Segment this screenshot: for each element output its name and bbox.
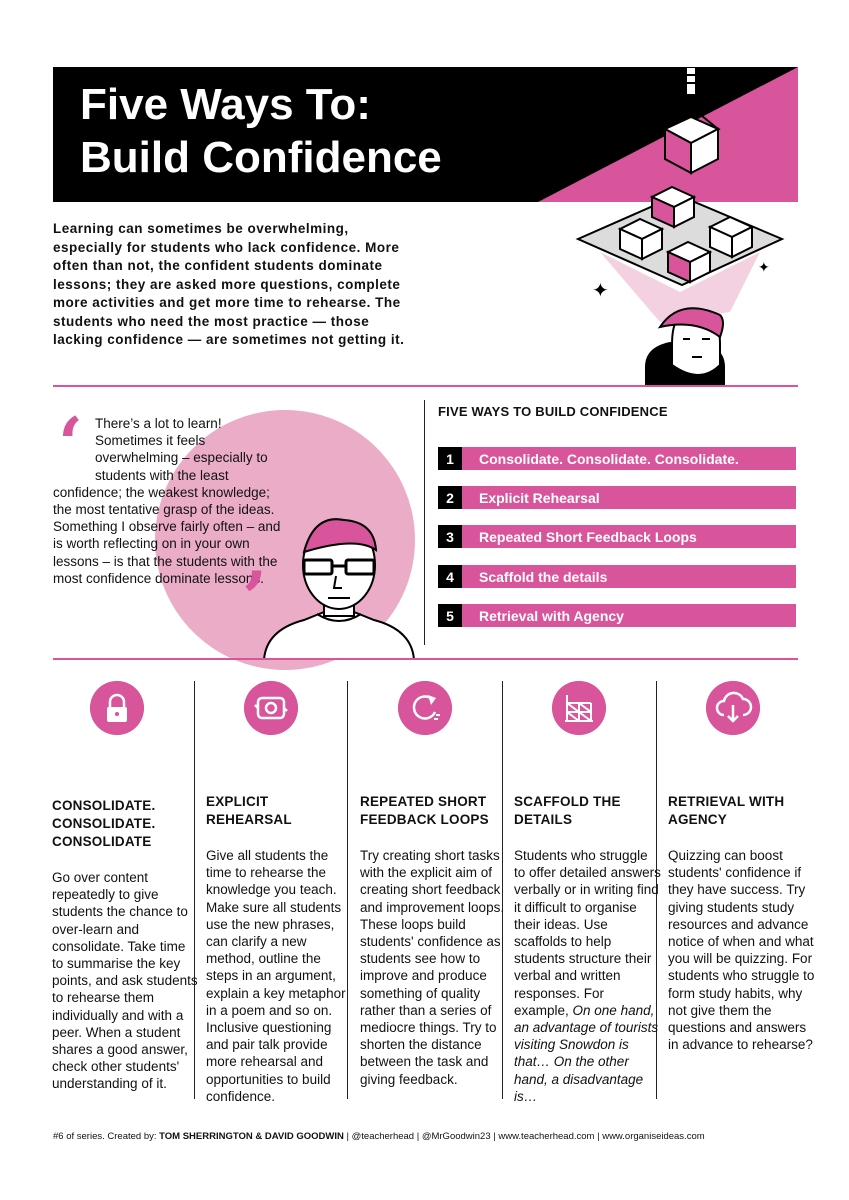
column-body-text: Students who struggle to offer detailed answers verbally or in writing find it difficult to organise their ideas. Use scaffolds to help students structure their verbal and written responses. For example, — [514, 848, 661, 1018]
footer-authors: TOM SHERRINGTON & DAVID GOODWIN — [159, 1131, 344, 1142]
way-item-2 — [438, 486, 796, 509]
way-item-4 — [438, 565, 796, 588]
svg-text:✦: ✦ — [592, 280, 609, 302]
svg-text:✦: ✦ — [758, 259, 770, 275]
column-body: Give all students the time to rehearse the knowledge you teach. Make sure all students use the new phrases, can clarify a new method, outline the steps in an argument, explain a key metaphor in a poem and so on. Inclusive questioning and pair talk provide more rehearsal and opportunities to build confidence. — [206, 848, 346, 1104]
vertical-divider — [424, 400, 425, 645]
way-number: 4 — [438, 565, 462, 588]
column-title: REPEATED SHORT FEEDBACK LOOPS — [360, 794, 489, 827]
footer-credits — [53, 1131, 705, 1142]
intro-paragraph: Learning can sometimes be overwhelming, especially for students who lack confidence. More often than not, the confident students dominate lessons; they are asked more questions, complete more activities and get more time to rehearse. The students who need the most practice — those lacking confidence — are sometimes not getting it. — [53, 221, 405, 347]
close-quote-mark: ’ — [242, 555, 268, 640]
list-heading: FIVE WAYS TO BUILD CONFIDENCE — [438, 404, 668, 419]
lock-icon — [90, 681, 144, 735]
way-number: 5 — [438, 604, 462, 627]
open-quote-mark: ‘ — [58, 401, 84, 486]
scaffold-icon — [552, 681, 606, 735]
way-item-5 — [438, 604, 796, 627]
way-label: Retrieval with Agency — [479, 607, 624, 624]
footer-series: #6 of series. Created by: — [53, 1131, 160, 1142]
author-portrait — [262, 510, 417, 660]
column-title: EXPLICIT REHEARSAL — [206, 794, 292, 827]
section-divider-bottom — [53, 658, 798, 660]
column-retrieval — [668, 681, 816, 1053]
column-body: Go over content repeatedly to give students the chance to over-learn and consolidate. Take time to summarise the key points, and ask students to rehearse them individually and with a peer. When a student shares a good answer, check other students' understanding of it. — [52, 870, 198, 1092]
column-body: Quizzing can boost students' confidence if they have success. Try giving students study resources and advance notice of when and what you will be quizzing. For students who struggle to form study habits, why not give them the questions and answers in advance to rehearse? — [668, 848, 815, 1053]
column-title: RETRIEVAL WITH AGENCY — [668, 794, 785, 827]
title-line-2: Build Confidence — [80, 133, 442, 182]
way-number: 1 — [438, 447, 462, 470]
column-body-example: On one hand, an advantage of tourists visiting Snowdon is that… On the other hand, a disadvantage is… — [514, 1002, 659, 1104]
crane-boxes-student-illustration — [560, 67, 800, 387]
column-feedback-loops — [360, 681, 508, 1088]
cloud-download-icon — [706, 681, 760, 735]
way-label: Scaffold the details — [479, 568, 608, 585]
column-scaffold — [514, 681, 662, 1105]
footer-links: | @teacherhead | @MrGoodwin23 | www.teacherhead.com | www.organiseideas.com — [343, 1131, 705, 1142]
way-number: 3 — [438, 525, 462, 548]
column-body: Try creating short tasks with the explicit aim of creating short feedback and improvement loops. These loops build students' confidence as students see how to improve and produce something of quality rather than a series of mediocre things. Try to shorten the distance between the task and giving feedback. — [360, 848, 505, 1087]
quote-text: There’s a lot to learn! Sometimes it feels overwhelming – especially to students with the least confidence; the weakest knowledge; the most tentative grasp of the ideas. Something I observe fairly often – and is worth reflecting on in your own lessons – is that the students with the most confidence dominate lessons. — [53, 416, 281, 586]
column-body — [514, 847, 662, 1105]
column-explicit-rehearsal — [206, 681, 354, 1105]
way-label: Explicit Rehearsal — [479, 489, 600, 506]
way-item-3 — [438, 525, 796, 548]
way-number: 2 — [438, 486, 462, 509]
column-title: SCAFFOLD THE DETAILS — [514, 794, 621, 827]
way-item-1 — [438, 447, 796, 470]
loop-arrow-icon — [398, 681, 452, 735]
title-line-1: Five Ways To: — [80, 80, 371, 129]
way-label: Consolidate. Consolidate. Consolidate. — [479, 450, 739, 467]
way-label: Repeated Short Feedback Loops — [479, 528, 697, 545]
rehearsal-cycle-icon — [244, 681, 298, 735]
section-divider-top — [53, 385, 798, 387]
column-title: CONSOLIDATE. CONSOLIDATE. CONSOLIDATE — [52, 798, 156, 849]
column-consolidate — [52, 681, 200, 1093]
page-title — [80, 78, 442, 184]
